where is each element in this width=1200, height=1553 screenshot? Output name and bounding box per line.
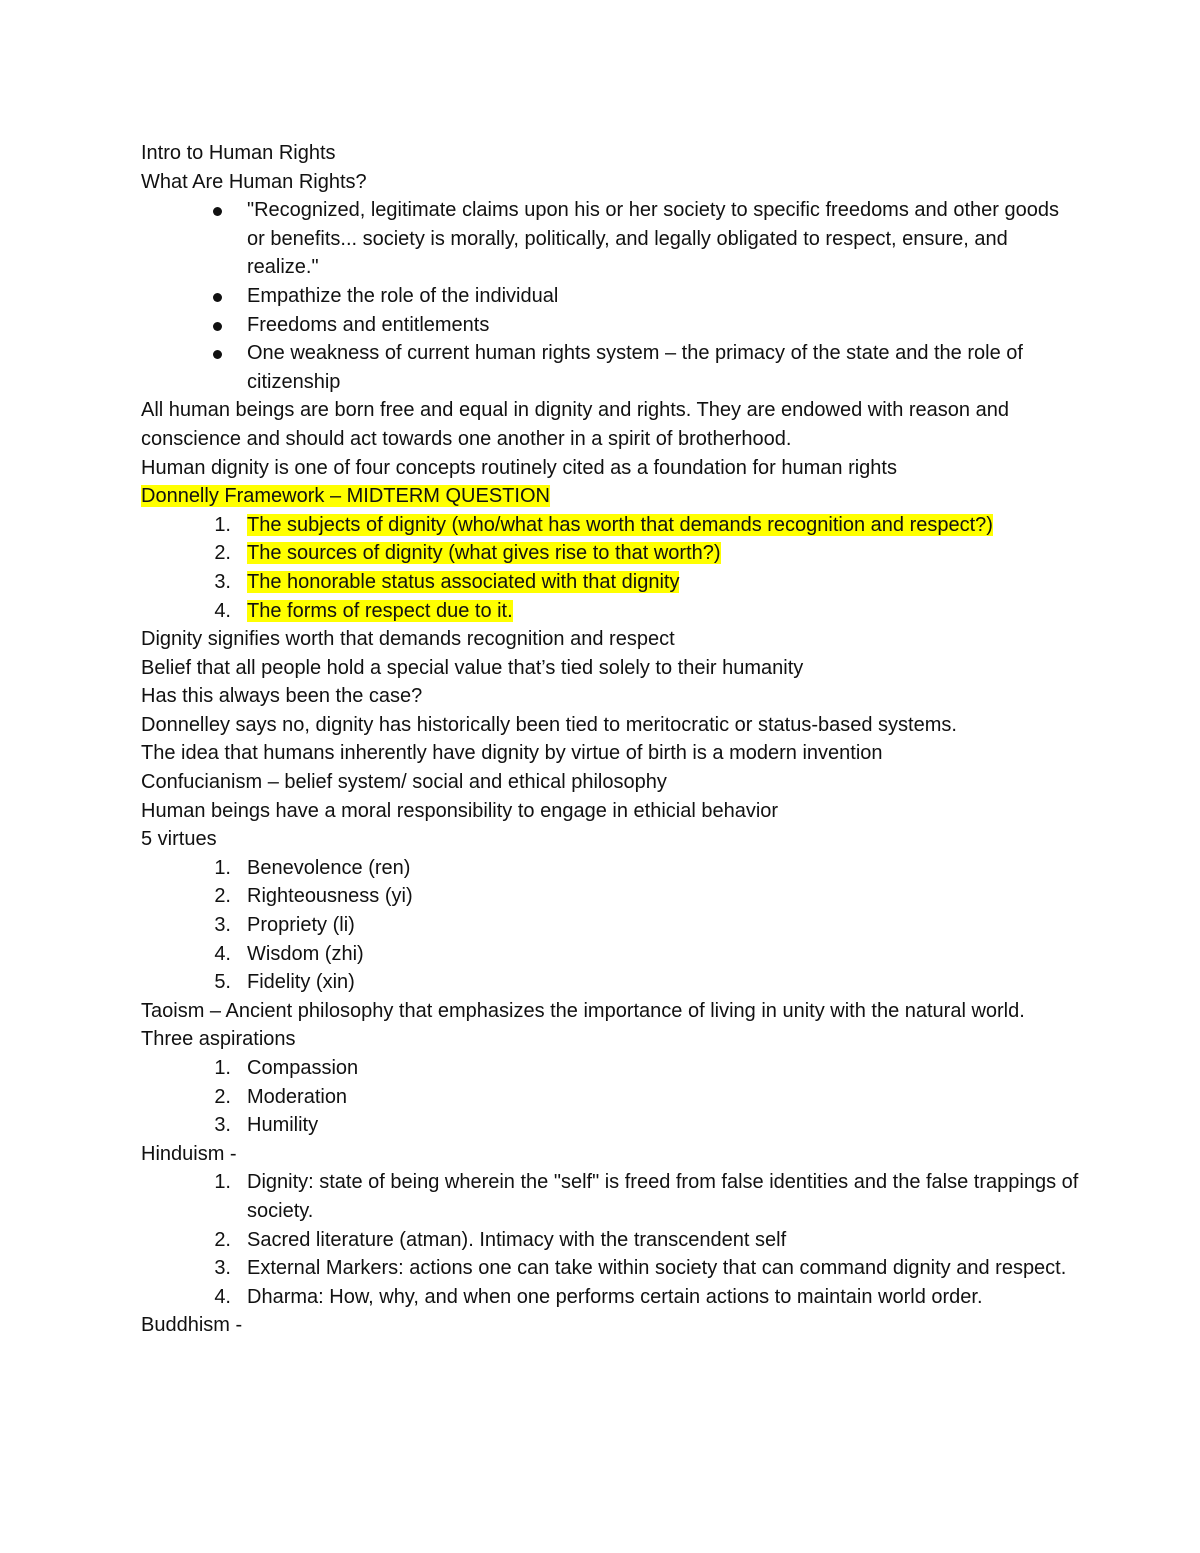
aspirations-heading: Three aspirations: [141, 1028, 296, 1051]
list-item-text: Sacred literature (atman). Intimacy with the transcendent self: [247, 1228, 787, 1251]
list-number: 3.: [214, 570, 231, 593]
list-number: 3.: [214, 914, 231, 937]
list-number: 4.: [214, 1285, 231, 1308]
list-item-text: Freedoms and entitlements: [247, 313, 490, 336]
text-line: The idea that humans inherently have dignity by virtue of birth is a modern invention: [141, 742, 883, 765]
list-item-text: Dharma: How, why, and when one performs certain actions to maintain world order.: [247, 1285, 983, 1308]
list-item: [141, 568, 1081, 597]
list-item-text: Wisdom (zhi): [247, 942, 364, 965]
list-item: [141, 311, 1081, 340]
virtues-list: [141, 854, 1081, 997]
donnelly-framework-list: [141, 511, 1081, 625]
list-item-text: External Markers: actions one can take within society that can command dignity and respect.: [247, 1257, 1067, 1280]
hinduism-list: [141, 1168, 1081, 1311]
list-number: 2.: [214, 1085, 231, 1108]
list-number: 4.: [214, 942, 231, 965]
text-line: Dignity signifies worth that demands recognition and respect: [141, 628, 675, 651]
list-item-text: Dignity: state of being wherein the "self" is freed from false identities and the false trappings of society.: [247, 1171, 1079, 1222]
hinduism-heading: Hinduism -: [141, 1142, 237, 1165]
list-number: 1.: [214, 856, 231, 879]
taoism-paragraph: Taoism – Ancient philosophy that emphasizes the importance of living in unity with the natural world.: [141, 999, 1025, 1022]
list-number: 2.: [214, 542, 231, 565]
list-item: [141, 1111, 1081, 1140]
list-item: [141, 196, 1081, 282]
list-item: [141, 882, 1081, 911]
virtues-heading: 5 virtues: [141, 828, 217, 851]
list-item: [141, 968, 1081, 997]
bullet-icon: [213, 207, 222, 216]
list-number: 2.: [214, 1228, 231, 1251]
list-item-text: Moderation: [247, 1085, 348, 1108]
list-item: [141, 940, 1081, 969]
list-item-text: Humility: [247, 1114, 319, 1137]
aspirations-list: [141, 1054, 1081, 1140]
list-item-text: Empathize the role of the individual: [247, 284, 559, 307]
list-item: [141, 1168, 1081, 1225]
list-number: 1.: [214, 1057, 231, 1079]
section-heading-what-are-human-rights: What Are Human Rights?: [141, 170, 367, 193]
list-item: [141, 539, 1081, 568]
text-line: Belief that all people hold a special value that’s tied solely to their humanity: [141, 656, 804, 679]
list-item: [141, 1254, 1081, 1283]
list-number: 5.: [214, 971, 231, 994]
list-item: [141, 911, 1081, 940]
text-line: Confucianism – belief system/ social and ethical philosophy: [141, 771, 667, 794]
document-title: Intro to Human Rights: [141, 142, 336, 164]
list-item: [141, 854, 1081, 883]
highlighted-text: The sources of dignity (what gives rise to that worth?): [247, 542, 721, 565]
dignity-paragraph: Human dignity is one of four concepts routinely cited as a foundation for human rights: [141, 456, 897, 479]
list-item-text: Righteousness (yi): [247, 885, 413, 908]
document-body: [141, 139, 1081, 1340]
list-number: 3.: [214, 1114, 231, 1137]
list-item: [141, 1054, 1081, 1083]
highlighted-text: Donnelly Framework – MIDTERM QUESTION: [141, 485, 550, 508]
list-item-text: One weakness of current human rights system – the primacy of the state and the role of citizenship: [247, 342, 1023, 393]
list-item-text: Fidelity (xin): [247, 971, 355, 994]
human-rights-bullet-list: [141, 196, 1081, 396]
bullet-icon: [213, 350, 222, 359]
donnelly-framework-heading: [141, 482, 1081, 511]
highlighted-text: The honorable status associated with that dignity: [247, 570, 680, 593]
bullet-icon: [213, 293, 222, 302]
list-item: [141, 511, 1081, 540]
list-item: [141, 1226, 1081, 1255]
list-item: [141, 1083, 1081, 1112]
udhr-paragraph: All human beings are born free and equal in dignity and rights. They are endowed with reason and conscience and should act towards one another in a spirit of brotherhood.: [141, 399, 1009, 450]
bullet-icon: [213, 322, 222, 331]
list-item: [141, 282, 1081, 311]
list-item-text: Propriety (li): [247, 914, 355, 937]
list-number: 3.: [214, 1257, 231, 1280]
list-item: [141, 1283, 1081, 1312]
list-item: [141, 339, 1081, 396]
text-line: Has this always been the case?: [141, 685, 423, 708]
text-line: Donnelley says no, dignity has historically been tied to meritocratic or status-based systems.: [141, 713, 957, 736]
highlighted-text: The subjects of dignity (who/what has worth that demands recognition and respect?): [247, 513, 993, 536]
text-line: Human beings have a moral responsibility to engage in ethicial behavior: [141, 799, 779, 822]
list-number: 2.: [214, 885, 231, 908]
list-number: 1.: [214, 1171, 231, 1194]
list-item-text: "Recognized, legitimate claims upon his or her society to specific freedoms and other goods or benefits... society is morally, politically, and legally obligated to respect, ensure, and realize.": [247, 199, 1059, 279]
list-item-text: Compassion: [247, 1057, 359, 1079]
list-item: [141, 597, 1081, 626]
buddhism-heading: Buddhism -: [141, 1314, 243, 1337]
list-number: 1.: [214, 513, 231, 536]
highlighted-text: The forms of respect due to it.: [247, 599, 513, 622]
list-item-text: Benevolence (ren): [247, 856, 411, 879]
list-number: 4.: [214, 599, 231, 622]
